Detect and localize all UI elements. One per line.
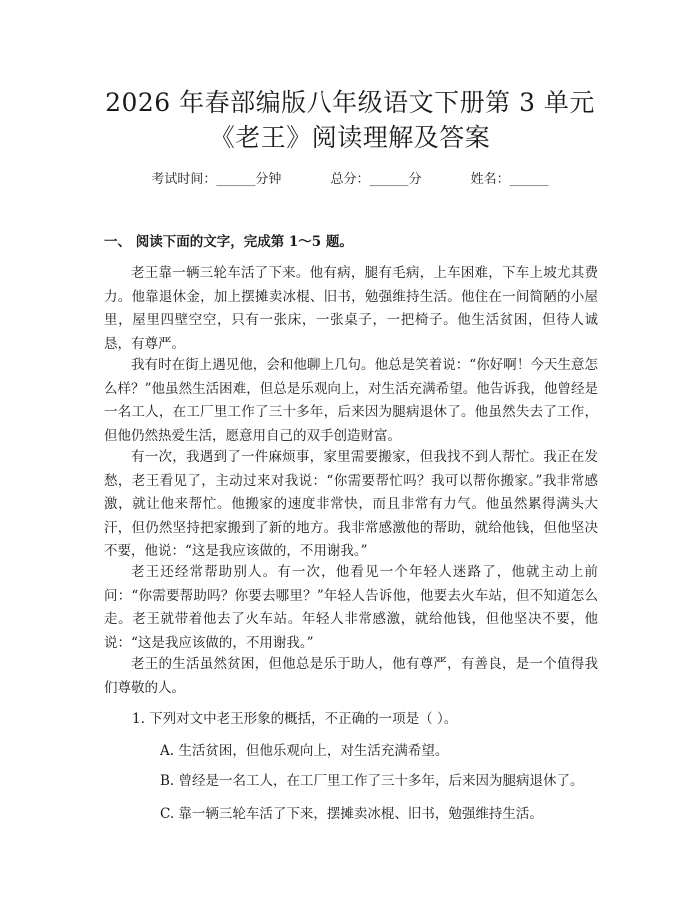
question-1-option-a: A. 生活贫困，但他乐观向上，对生活充满希望。 [160, 743, 449, 759]
passage-paragraph: 老王靠一辆三轮车活了下来。他有病，腿有毛病，上车困难，下车上坡尤其费力。他靠退休金，加上摆摊卖冰棍、旧书，勉强维持生活。他住在一间简陋的小屋里，屋里四壁空空，只有一张床，一张桌子，一把椅子。他生活贫困，但待人诚恳，有尊严。 [104, 265, 598, 352]
question-1-stem: 1. 下列对文中老王形象的概括，不正确的一项是（ ）。 [132, 711, 458, 727]
document-title-line1: 2026 年春部编版八年级语文下册第 3 单元 [105, 88, 595, 117]
exam-time-field: 考试时间：______分钟 [151, 172, 282, 187]
document-title-line2: 《老王》阅读理解及答案 [209, 123, 491, 152]
section-heading: 一、 阅读下面的文字，完成第 1～5 题。 [104, 234, 353, 250]
question-1-option-c: C. 靠一辆三轮车活了下来，摆摊卖冰棍、旧书，勉强维持生活。 [160, 806, 543, 822]
passage-paragraph: 有一次，我遇到了一件麻烦事，家里需要搬家，但我找不到人帮忙。我正在发愁，老王看见了，主动过来对我说：“你需要帮忙吗？我可以帮你搬家。”我非常感激，就让他来帮忙。他搬家的速度非常快，而且非常有力气。他虽然累得满头大汗，但仍然坚持把家搬到了新的地方。我非常感激他的帮助，就给他钱，但他坚决不要，他说：“这是我应该做的，不用谢我。” [104, 449, 598, 559]
student-name-field: 姓名：______ [470, 172, 549, 187]
question-1-option-b: B. 曾经是一名工人，在工厂里工作了三十多年，后来因为腿病退休了。 [160, 773, 584, 789]
total-score-field: 总分：______分 [330, 172, 422, 187]
passage-paragraph: 我有时在街上遇见他，会和他聊上几句。他总是笑着说：“你好啊！今天生意怎么样？”他虽然生活困难，但总是乐观向上，对生活充满希望。他告诉我，他曾经是一名工人，在工厂里工作了三十多年，后来因为腿病退休了。他虽然失去了工作，但他仍然热爱生活，愿意用自己的双手创造财富。 [104, 357, 598, 444]
passage-paragraph: 老王还经常帮助别人。有一次，他看见一个年轻人迷路了，他就主动上前问：“你需要帮助吗？你要去哪里？”年轻人告诉他，他要去火车站，但不知道怎么走。老王就带着他去了火车站。年轻人非常感激，就给他钱，但他坚决不要，他说：“这是我应该做的，不用谢我。” [104, 564, 598, 651]
exam-meta-line [0, 170, 700, 190]
passage-paragraph: 老王的生活虽然贫困，但他总是乐于助人，他有尊严，有善良，是一个值得我们尊敬的人。 [104, 656, 598, 696]
